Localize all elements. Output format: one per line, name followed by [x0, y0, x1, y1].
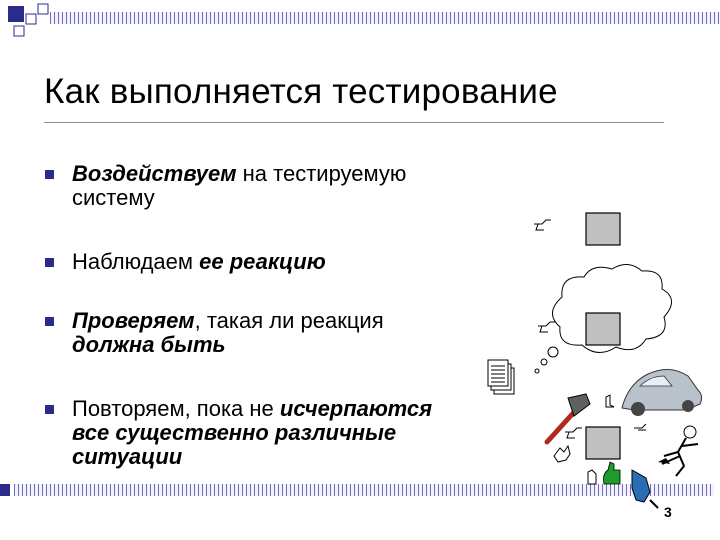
page-number: 3: [664, 504, 672, 520]
emphasis: Проверяем: [72, 308, 195, 333]
slide-title: Как выполняется тестирование: [44, 72, 558, 111]
pointing-hand-icon: [538, 322, 555, 332]
thought-bubble: [535, 369, 539, 373]
pointing-hand-icon: [565, 428, 582, 438]
item-text-line3: ситуации: [72, 444, 183, 469]
thought-bubble: [541, 359, 547, 365]
pointing-hand-icon: [634, 424, 646, 430]
gray-box-icon: [586, 427, 620, 459]
emphasis: Воздействуем: [72, 161, 237, 186]
item-text: , такая ли реакция: [194, 308, 384, 333]
pointing-hand-icon: [534, 220, 551, 230]
gray-box-icon: [586, 313, 620, 345]
item-text-line2: систему: [72, 185, 155, 210]
pointing-hand-icon: [606, 395, 614, 407]
item-text-line2: должна быть: [72, 332, 226, 357]
kicking-person-icon: [658, 426, 698, 476]
document-stack-icon: [488, 360, 514, 394]
hand-icon: [588, 470, 596, 484]
drill-icon: [632, 470, 658, 508]
car-icon: [622, 369, 702, 416]
item-text: Наблюдаем: [72, 249, 200, 274]
thumbs-up-icon: [604, 462, 621, 484]
item-text-line2: все существенно различные: [72, 420, 397, 445]
emphasis: ее реакцию: [199, 249, 326, 274]
gray-box-icon: [586, 213, 620, 245]
thought-bubble: [548, 347, 558, 357]
emphasis: исчерпаются: [279, 396, 433, 421]
item-text: на тестируемую: [236, 161, 407, 186]
item-text: Повторяем, пока не: [72, 396, 280, 421]
waving-hand-icon: [554, 446, 570, 462]
